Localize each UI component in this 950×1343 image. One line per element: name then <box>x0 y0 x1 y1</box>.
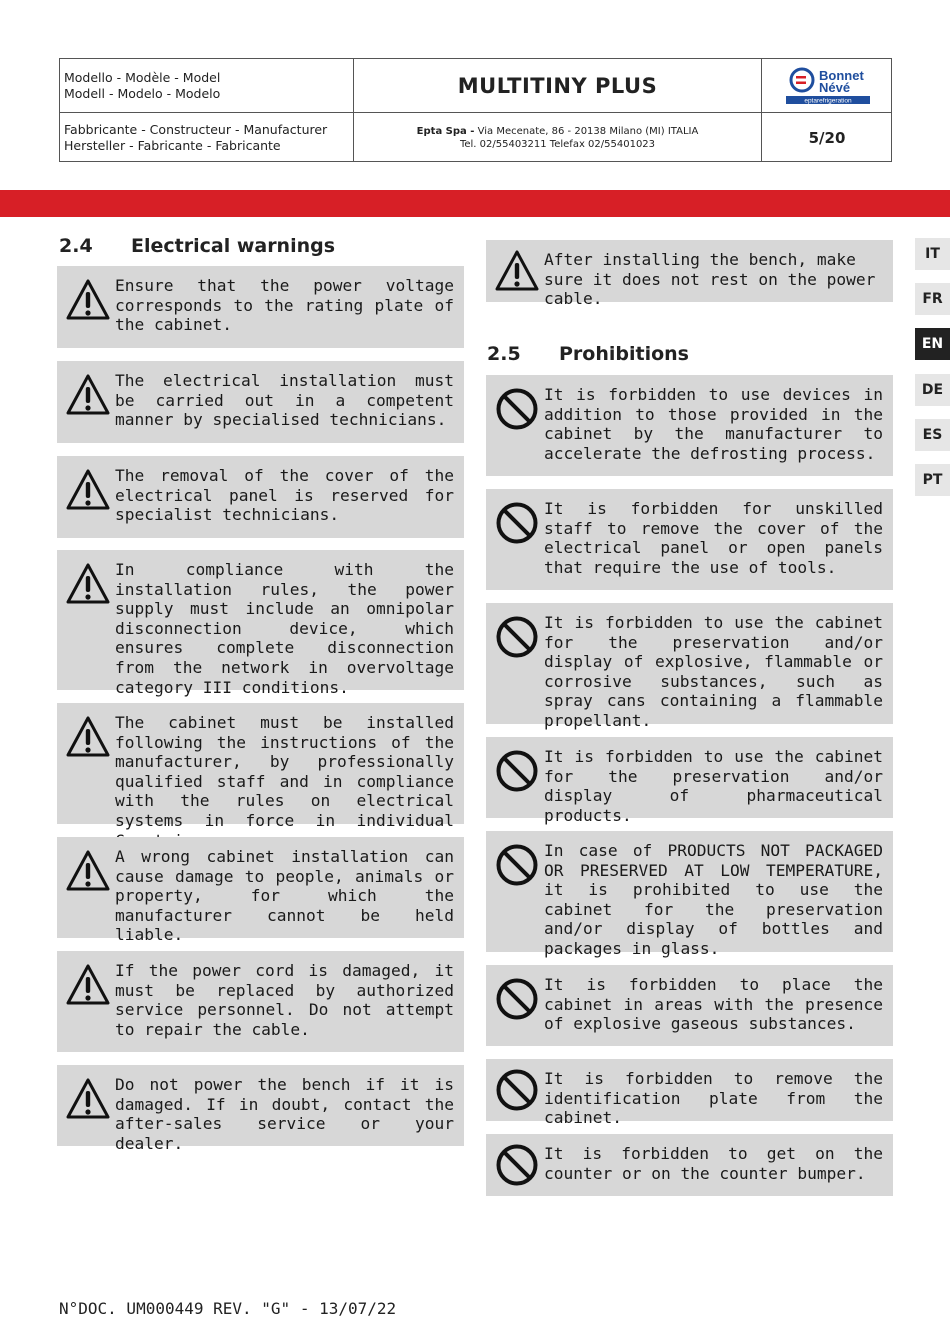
company-contacts: Tel. 02/55403211 Telefax 02/55401023 <box>459 139 656 150</box>
warning-triangle-icon <box>66 715 110 759</box>
logo-tagline: eptarefrigeration <box>804 97 852 105</box>
warning-text: The electrical installation must be carried out in a competent manner by specialised technicians. <box>115 371 454 430</box>
manufacturer-address <box>354 113 761 163</box>
section-number: 2.4 <box>59 235 93 257</box>
bonnet-neve-logo <box>762 59 892 112</box>
warning-box <box>57 951 464 1052</box>
warning-triangle-icon <box>66 468 110 512</box>
section-number: 2.5 <box>487 343 521 365</box>
prohibition-text: It is forbidden to get on the counter or on the counter bumper. <box>544 1144 883 1183</box>
company-address: Via Mecenate, 86 - 20138 Milano (MI) ITALIA <box>477 126 699 137</box>
warning-triangle-icon <box>66 849 110 893</box>
prohibition-box <box>486 375 893 476</box>
warning-triangle-icon <box>66 278 110 322</box>
model-label-line-1: Modello - Modèle - Model <box>64 69 221 85</box>
section-heading-prohibitions <box>487 343 689 365</box>
warning-triangle-icon <box>66 373 110 417</box>
document-reference: N°DOC. UM000449 REV. "G" - 13/07/22 <box>59 1299 397 1318</box>
prohibition-icon <box>495 501 539 545</box>
warning-triangle-icon <box>66 1077 110 1121</box>
prohibition-icon <box>495 977 539 1021</box>
model-label-line-2: Modell - Modelo - Modelo <box>64 85 221 101</box>
prohibition-text: It is forbidden to place the cabinet in areas with the presence of explosive gaseous substances. <box>544 975 883 1034</box>
model-label <box>60 59 357 112</box>
company-name: Epta Spa - <box>416 126 475 137</box>
page-number: 5/20 <box>808 129 846 147</box>
warning-box <box>57 837 464 945</box>
prohibition-box <box>486 1134 893 1196</box>
warning-box <box>57 550 464 697</box>
section-title: Electrical warnings <box>131 235 336 257</box>
product-name: MULTITINY PLUS <box>457 73 658 98</box>
language-tab-it[interactable]: IT <box>915 238 950 270</box>
prohibition-text: It is forbidden to remove the identification plate from the cabinet. <box>544 1069 883 1128</box>
language-tab-pt[interactable]: PT <box>915 464 950 496</box>
warning-text: The cabinet must be installed following the instructions of the manufacturer, by professionally qualified staff and in compliance with the rules on electrical systems in force in individual <box>115 713 454 830</box>
prohibition-text: In case of PRODUCTS NOT PACKAGED OR PRESERVED AT LOW TEMPERATURE, it is prohibited to use the cabinet for the preservation and/or display of bottles and packages in glass. <box>544 841 883 958</box>
warning-box <box>57 456 464 538</box>
prohibition-box <box>486 831 893 958</box>
warning-text: After installing the bench, make sure it does not rest on the power cable. <box>544 250 876 309</box>
prohibition-box <box>486 965 893 1046</box>
warning-box <box>486 240 893 309</box>
brand-logo <box>762 59 892 112</box>
warning-box <box>57 703 464 830</box>
prohibition-text: It is forbidden to use the cabinet for the preservation and/or display of explosive, flammable or corrosive substances, such as spray cans containing a flammable propellant. <box>544 613 883 730</box>
prohibition-icon <box>495 387 539 431</box>
warning-triangle-icon <box>495 249 539 293</box>
prohibition-box <box>486 1059 893 1128</box>
warning-text: In compliance with the installation rules, the power supply must include an omnipolar disconnection device, which ensures complete disconnection from the network in overvoltage category III conditions. <box>115 560 454 697</box>
manufacturer-label-line-2: Hersteller - Fabricante - Fabricante <box>64 138 281 153</box>
warning-box <box>57 1065 464 1153</box>
language-tab-es[interactable]: ES <box>915 419 950 451</box>
warning-text: The removal of the cover of the electrical panel is reserved for specialist technicians. <box>115 466 454 525</box>
language-tab-de[interactable]: DE <box>915 374 950 406</box>
warning-text: Do not power the bench if it is damaged. If in doubt, contact the after-sales service or your dealer. <box>115 1075 454 1153</box>
prohibition-icon <box>495 749 539 793</box>
warning-text: If the power cord is damaged, it must be replaced by authorized service personnel. Do not attempt to repair the cable. <box>115 961 454 1039</box>
language-tab-en[interactable]: EN <box>915 328 950 360</box>
prohibition-icon <box>495 1143 539 1187</box>
prohibition-text: It is forbidden to use the cabinet for the preservation and/or display of pharmaceutical products. <box>544 747 883 825</box>
prohibition-box <box>486 737 893 825</box>
header-red-band <box>0 190 950 217</box>
prohibition-icon <box>495 1068 539 1112</box>
manufacturer-label-line-1: Fabbricante - Constructeur - Manufacturer <box>64 122 328 137</box>
warning-text: A wrong cabinet installation can cause damage to people, animals or property, for which the manufacturer cannot be held liable. <box>115 847 454 945</box>
logo-line-2: Névé <box>819 80 851 95</box>
prohibition-icon <box>495 615 539 659</box>
prohibition-text: It is forbidden to use devices in addition to those provided in the cabinet by the manufacturer to accelerate the defrosting process. <box>544 385 883 463</box>
prohibition-text: It is forbidden for unskilled staff to remove the cover of the electrical panel or open panels that require the use of tools. <box>544 499 883 577</box>
prohibition-box <box>486 603 893 730</box>
logo-line-1: Bonnet <box>819 68 864 83</box>
section-heading-electrical <box>59 235 335 257</box>
warning-triangle-icon <box>66 963 110 1007</box>
warning-text: Ensure that the power voltage corresponds to the rating plate of the cabinet. <box>115 276 454 335</box>
section-title: Prohibitions <box>559 343 689 365</box>
warning-triangle-icon <box>66 562 110 606</box>
manufacturer-label <box>60 113 357 163</box>
document-header <box>59 58 892 162</box>
warning-box <box>57 266 464 348</box>
warning-box <box>57 361 464 443</box>
prohibition-icon <box>495 843 539 887</box>
language-tab-fr[interactable]: FR <box>915 283 950 315</box>
prohibition-box <box>486 489 893 590</box>
